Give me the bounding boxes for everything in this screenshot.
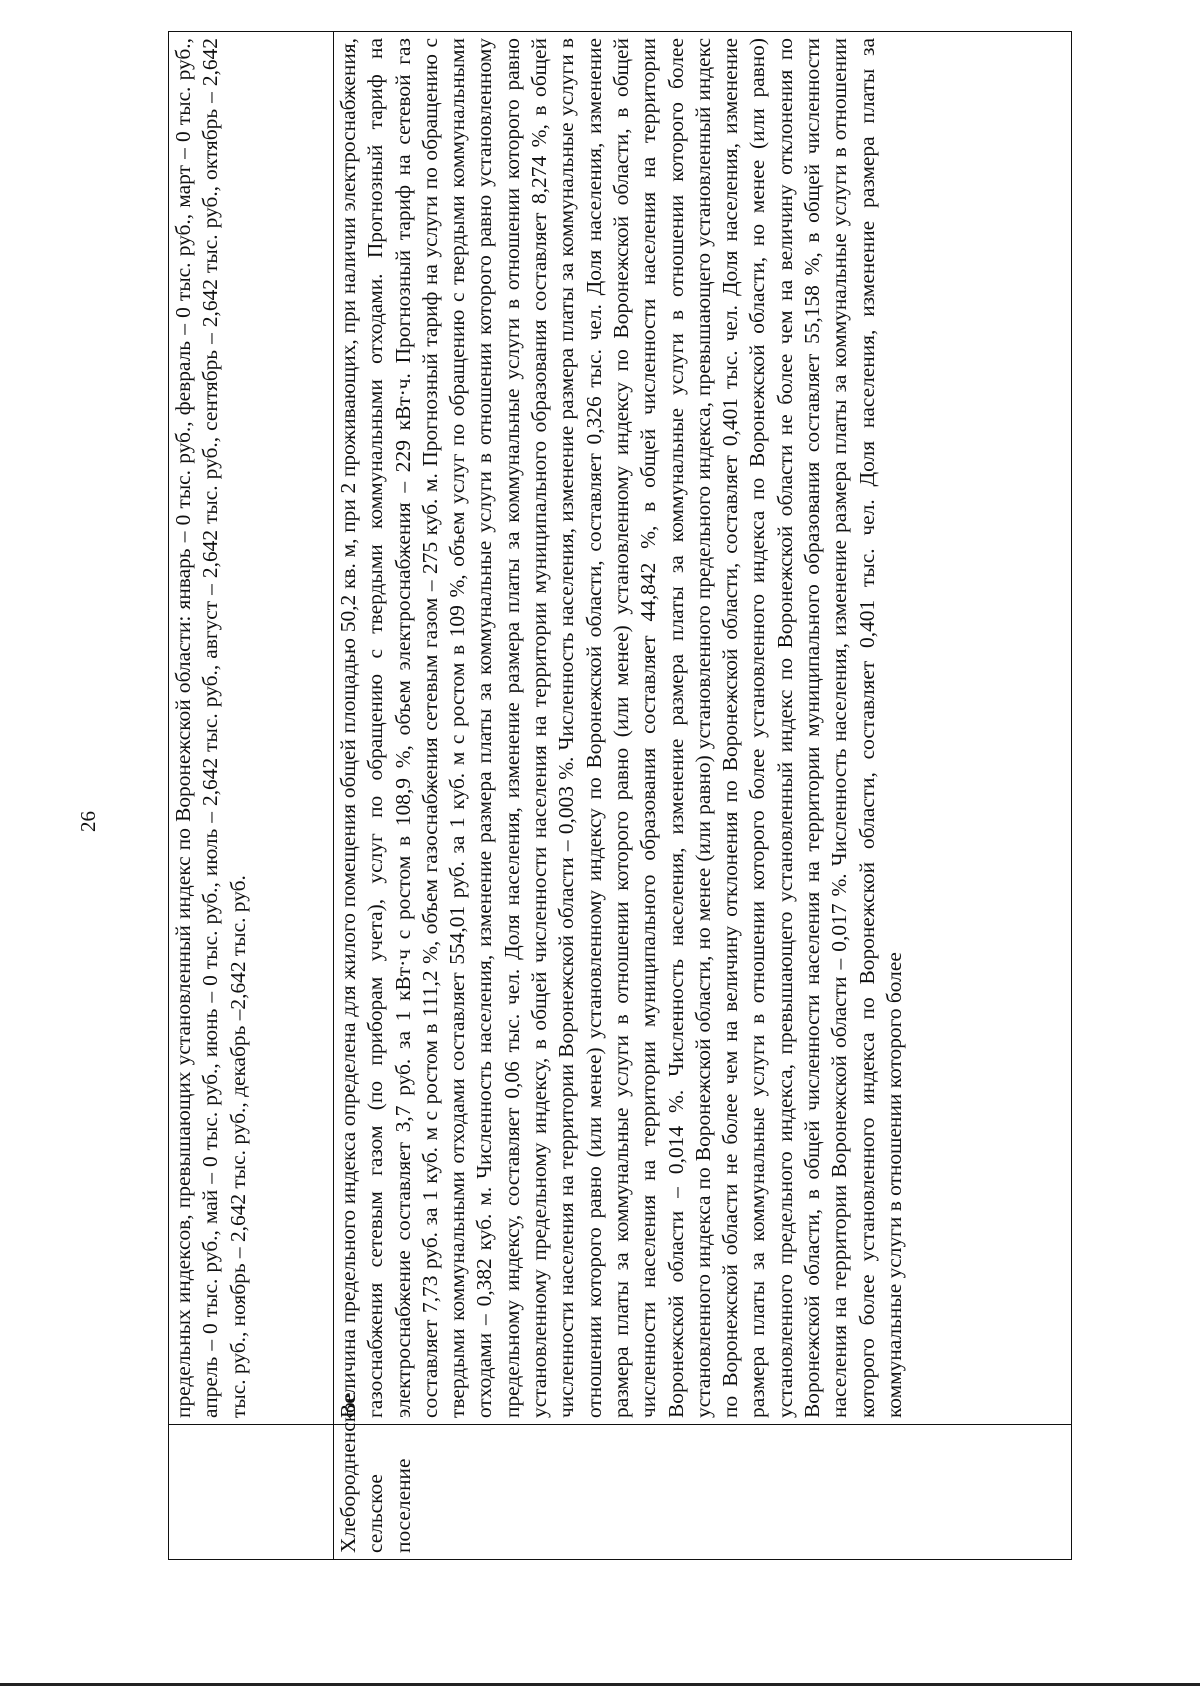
description-text: предельных индексов, превышающих установленный индекс по Воронежской области: январь – 0 тыс. руб., февраль – 0 тыс. руб., март – 0 тыс. руб., апрель – 0 тыс. руб., май – 0 тыс. руб., июнь – 0 тыс. руб., июль – 2,642 тыс. руб., август – 2,642 тыс. руб., сентябрь – 2,642 тыс. руб., октябрь – 2,642 тыс. руб., ноябрь – 2,642 тыс. руб., декабрь –2,642 тыс. руб. [171,38,250,1418]
municipality-cell-empty [169,1425,334,1560]
description-text: Величина предельного индекса определена для жилого помещения общей площадью 50,2 кв. м, при 2 проживающих, при наличии электроснабжения, газоснабжения сетевым газом (по приборам учета), услуг по обращению с твердыми коммунальными отходами. Прогнозный тариф на электроснабжение составляет 3,7 руб. за 1 кВт·ч с ростом в 108,9 %, объем электроснабжения – 229 кВт·ч. Прогнозный тариф на сетевой газ составляет 7,73 руб. за 1 куб. м с ростом в 111,2 %, объем газоснабжения сетевым газом – 275 куб. м. Прогнозный тариф на услуги по обращению с твердыми коммунальными отходами составляет 554,01 руб. за 1 куб. м с ростом в 109 %, объем услуг по обращению с твердыми коммунальными отходами – 0,382 куб. м. Численность населения, изменение размера платы за коммунальные услуги в отношении которого равно установленному предельному индексу, составляет 0,06 тыс. чел. Доля населения, изменение размера платы за коммунальные услуги в отношении которого равно установленному предельному индексу, в общей численности населения на территории муниципального образования составляет 8,274 %, в общей численности населения на территории Воронежской области – 0,003 %. Численность населения, изменение размера платы за коммунальные услуги в отношении которого равно (или менее) установленному индексу по Воронежской области, составляет 0,326 тыс. чел. Доля населения, изменение размера платы за коммунальные услуги в отношении которого равно (или менее) установленному индексу по Воронежской области, в общей численности населения на территории муниципального образования составляет 44,842 %, в общей численности населения на территории Воронежской области – 0,014 %. Численность населения, изменение размера платы за коммунальные услуги в отношении которого более установленного индекса по Воронежской области, но менее (или равно) установленного предельного индекса, превышающего установленный индекс по Воронежской области не более чем на величину отклонения по Воронежской области, составляет 0,401 тыс. чел. Доля населения, изменение размера платы за коммунальные услуги в отношении которого более установленного индекса по Воронежской области, но менее (или равно) установленного предельного индекса, превышающего установленный индекс по Воронежской области не более чем на величину отклонения по Воронежской области, в общей численности населения на территории муниципального образования составляет 55,158 %, в общей численности населения на территории Воронежской области – 0,017 %. Численность населения, изменение размера платы за коммунальные услуги в отношении которого более установленного индекса по Воронежской области, составляет 0,401 тыс. чел. Доля населения, изменение размера платы за коммунальные услуги в отношении которого более [336,38,906,1418]
municipality-cell [334,1392,1072,1560]
scan-bottom-edge [0,1683,1200,1686]
table-row-continuation [169,32,334,1560]
data-table [168,31,1072,1560]
description-cell [334,32,1072,1425]
table-row-khlebor [334,32,1072,1560]
municipality-name: Хлебородненское сельское поселение [336,1392,415,1553]
rotated-page-content [168,38,1088,1560]
page-number: 26 [76,811,100,832]
description-cell [169,32,334,1425]
